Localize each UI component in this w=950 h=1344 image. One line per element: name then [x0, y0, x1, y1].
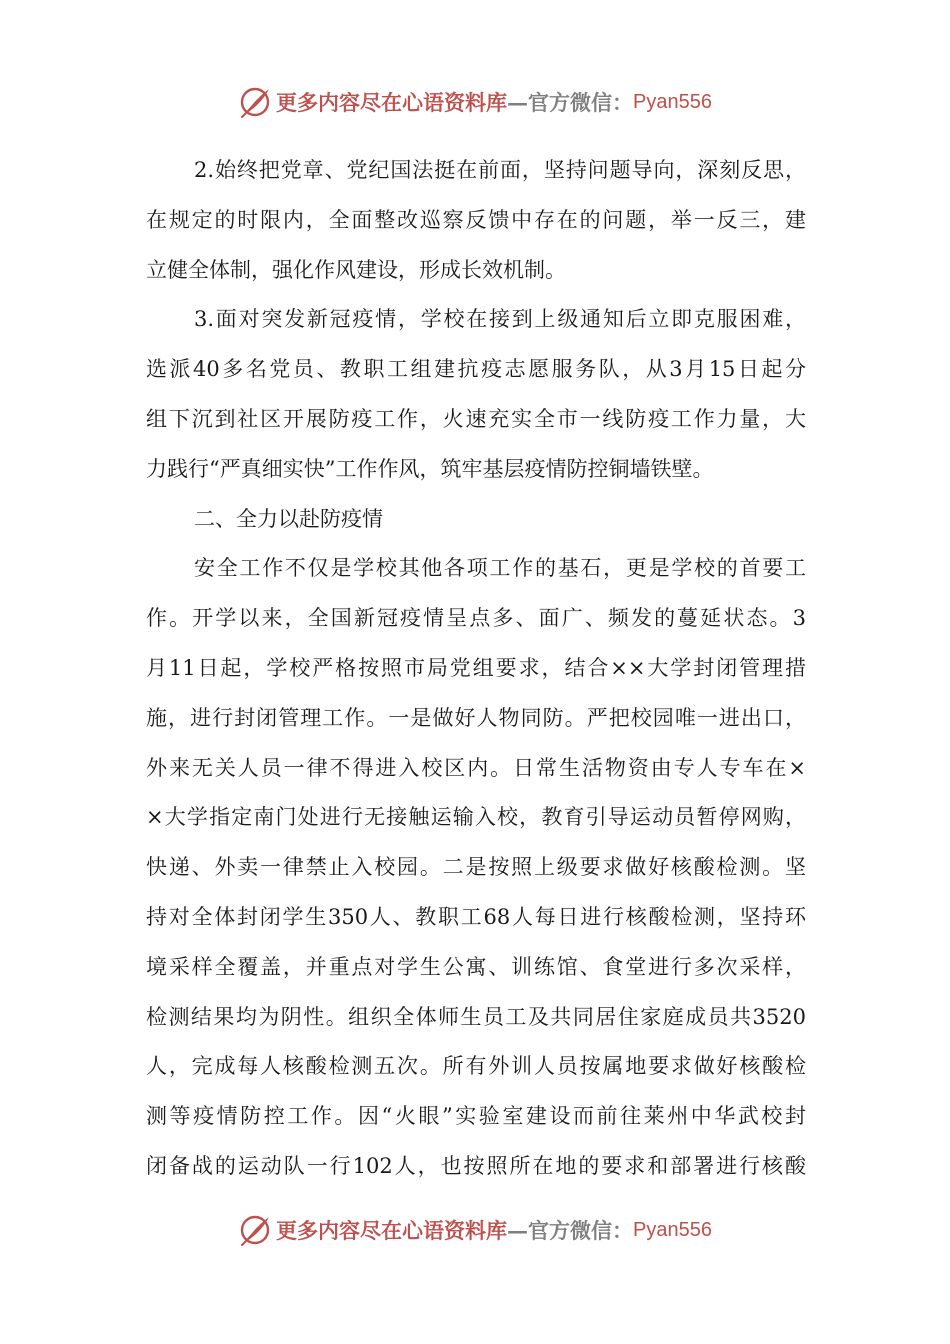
- banner-dash: —: [507, 89, 529, 115]
- section-heading: 二、全力以赴防疫情: [194, 506, 383, 531]
- text-line: 检测结果均为阴性。组织全体师生员工及共同居住家庭成员共3520: [146, 1004, 806, 1029]
- quill-logo-icon: [238, 1213, 272, 1247]
- text-line: 2.始终把党章、党纪国法挺在前面，坚持问题导向，深刻反思，: [194, 158, 806, 182]
- text-line: 施，进行封闭管理工作。一是做好人物同防。严把校园唯一进出口，: [146, 705, 806, 730]
- banner-account-id: Pyan556: [633, 90, 712, 113]
- text-line: ×大学指定南门处进行无接触运输入校，教育引导运动员暂停网购，: [146, 805, 806, 830]
- text-line: 外来无关人员一律不得进入校区内。日常生活物资由专人专车在×: [146, 755, 806, 780]
- text-line: 境采样全覆盖，并重点对学生公寓、训练馆、食堂进行多次采样，: [146, 954, 806, 979]
- text-line: 组下沉到社区开展防疫工作，火速充实全市一线防疫工作力量，大: [146, 406, 806, 431]
- footer-banner: [0, 1208, 950, 1252]
- banner-dash: —: [507, 1217, 529, 1243]
- text-line: 作。开学以来，全国新冠疫情呈点多、面广、频发的蔓延状态。3: [146, 606, 806, 631]
- text-line: 人，完成每人核酸检测五次。所有外训人员按属地要求做好核酸检: [146, 1054, 806, 1079]
- text-line: 测等疫情防控工作。因“火眼”实验室建设而前往莱州中华武校封: [146, 1104, 806, 1129]
- text-line: 立健全体制，强化作风建设，形成长效机制。: [146, 257, 566, 282]
- banner-account-label: 官方微信：: [528, 90, 634, 115]
- text-line: 在规定的时限内，全面整改巡察反馈中存在的问题，举一反三，建: [146, 207, 806, 232]
- text-line: 快递、外卖一律禁止入校园。二是按照上级要求做好核酸检测。坚: [146, 855, 806, 880]
- quill-logo-icon: [238, 85, 272, 119]
- text-line: 安全工作不仅是学校其他各项工作的基石，更是学校的首要工: [194, 556, 806, 581]
- header-banner: [0, 80, 950, 124]
- text-line: 选派40多名党员、教职工组建抗疫志愿服务队，从3月15日起分: [146, 357, 806, 382]
- text-line: 持对全体封闭学生350人、教职工68人每日进行核酸检测，坚持环: [146, 904, 806, 929]
- banner-account-id: Pyan556: [633, 1218, 712, 1241]
- text-line: 月11日起，学校严格按照市局党组要求，结合××大学封闭管理措: [146, 655, 806, 680]
- text-line: 3.面对突发新冠疫情，学校在接到上级通知后立即克服困难，: [194, 307, 806, 332]
- document-body: [146, 146, 806, 1192]
- banner-site-name: 更多内容尽在心语资料库: [276, 90, 508, 115]
- banner-site-name: 更多内容尽在心语资料库: [276, 1218, 508, 1243]
- text-line: 力践行“严真细实快”工作作风，筑牢基层疫情防控铜墙铁壁。: [146, 456, 714, 481]
- text-line: 闭备战的运动队一行102人，也按照所在地的要求和部署进行核酸: [146, 1153, 806, 1178]
- banner-account-label: 官方微信：: [528, 1218, 634, 1243]
